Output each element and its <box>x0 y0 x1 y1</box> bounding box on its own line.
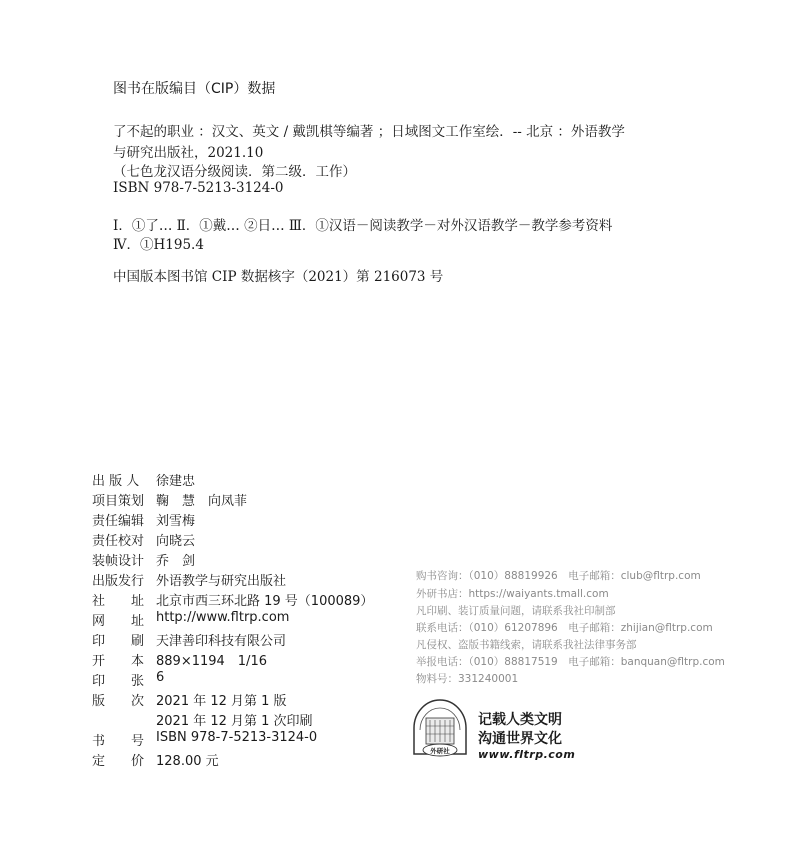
colophon-label: 定 价 <box>92 754 145 769</box>
colophon-value: 外语教学与研究出版社 <box>156 574 287 589</box>
cip-line-3: （七色龙汉语分级阅读．第二级．工作） <box>113 164 356 180</box>
colophon-label: 书 号 <box>92 734 145 749</box>
contact-store: 外研书店：https://waiyants.tmall.com <box>416 588 609 600</box>
colophon-value: 889×1194 1/16 <box>156 654 267 669</box>
colophon-row-printer <box>92 630 286 650</box>
colophon-value: 6 <box>156 670 165 685</box>
colophon-value: http://www.fltrp.com <box>156 610 290 625</box>
contact-quality-note: 凡印刷、装订质量问题，请联系我社印制部 <box>416 605 616 617</box>
colophon-value: 向晓云 <box>156 534 196 549</box>
colophon-label: 版 次 <box>92 694 145 709</box>
colophon-row-editor <box>92 510 195 530</box>
colophon-row-sheets <box>92 670 164 690</box>
contact-quality-phone: 联系电话：（010）61207896 电子邮箱：zhijian@fltrp.com <box>416 622 713 634</box>
colophon-label: 网 址 <box>92 614 145 629</box>
logo-url: www.fltrp.com <box>478 748 576 761</box>
colophon-row-distributor <box>92 570 286 590</box>
cip-line-2: 与研究出版社，2021.10 <box>113 145 264 161</box>
colophon-value: 2021 年 12 月第 1 版 <box>156 694 287 709</box>
colophon-row-website <box>92 610 289 630</box>
colophon-row-edition <box>92 690 287 710</box>
colophon-row-address <box>92 590 373 610</box>
contact-purchase: 购书咨询：（010）88819926 电子邮箱：club@fltrp.com <box>416 570 701 582</box>
contact-piracy-note: 凡侵权、盗版书籍线索，请联系我社法律事务部 <box>416 639 637 651</box>
colophon-label: 开 本 <box>92 654 145 669</box>
cip-line-1: 了不起的职业 ：汉文、英文 / 戴凯棋等编著 ；日域图文工作室绘．-- 北京 ：外语教学 <box>113 124 625 140</box>
colophon-row-planner <box>92 490 247 510</box>
colophon-value: 鞠 慧 向凤菲 <box>156 494 248 509</box>
colophon-row-price <box>92 750 219 770</box>
colophon-value: 2021 年 12 月第 1 次印刷 <box>156 714 313 729</box>
colophon-label: 责任校对 <box>92 534 145 549</box>
colophon-label: 印 张 <box>92 674 145 689</box>
slogan-line-1: 记载人类文明 <box>478 712 562 728</box>
emblem-text: 外研社 <box>430 747 450 755</box>
colophon-row-designer <box>92 550 195 570</box>
cip-classification-2: Ⅳ．①H195.4 <box>113 237 204 253</box>
colophon-row-format <box>92 650 267 670</box>
colophon-value: 北京市西三环北路 19 号（100089） <box>156 594 374 609</box>
publisher-logo <box>410 696 470 762</box>
cip-number: 中国版本图书馆 CIP 数据核字（2021）第 216073 号 <box>113 269 444 285</box>
colophon-value: 乔 剑 <box>156 554 196 569</box>
slogan-line-2: 沟通世界文化 <box>478 731 562 747</box>
colophon-label <box>92 710 146 730</box>
cip-classification-1: Ⅰ．①了… Ⅱ．①戴… ②日… Ⅲ．①汉语－阅读教学－对外汉语教学－教学参考资料 <box>113 218 613 234</box>
colophon-row-publisher <box>92 470 195 490</box>
colophon-value: 徐建忠 <box>156 474 196 489</box>
colophon-label: 项目策划 <box>92 494 145 509</box>
colophon-value: 128.00 元 <box>156 754 219 769</box>
colophon-label: 出 版 人 <box>92 474 140 489</box>
colophon-label: 装帧设计 <box>92 554 145 569</box>
colophon-row-isbn <box>92 730 317 750</box>
colophon-label: 社 址 <box>92 594 145 609</box>
colophon-value: ISBN 978-7-5213-3124-0 <box>156 730 318 745</box>
fltrp-emblem-icon <box>410 696 470 762</box>
colophon-row-printing <box>92 710 313 730</box>
colophon-label: 印 刷 <box>92 634 145 649</box>
cip-isbn: ISBN 978-7-5213-3124-0 <box>113 180 284 196</box>
contact-material-number: 物料号：331240001 <box>416 673 519 685</box>
contact-report-phone: 举报电话：（010）88817519 电子邮箱：banquan@fltrp.com <box>416 656 725 668</box>
cip-title: 图书在版编目（CIP）数据 <box>113 81 276 97</box>
colophon-value: 刘雪梅 <box>156 514 196 529</box>
colophon-label: 责任编辑 <box>92 514 145 529</box>
colophon-label: 出版发行 <box>92 574 145 589</box>
colophon-row-proofreader <box>92 530 195 550</box>
colophon-value: 天津善印科技有限公司 <box>156 634 287 649</box>
